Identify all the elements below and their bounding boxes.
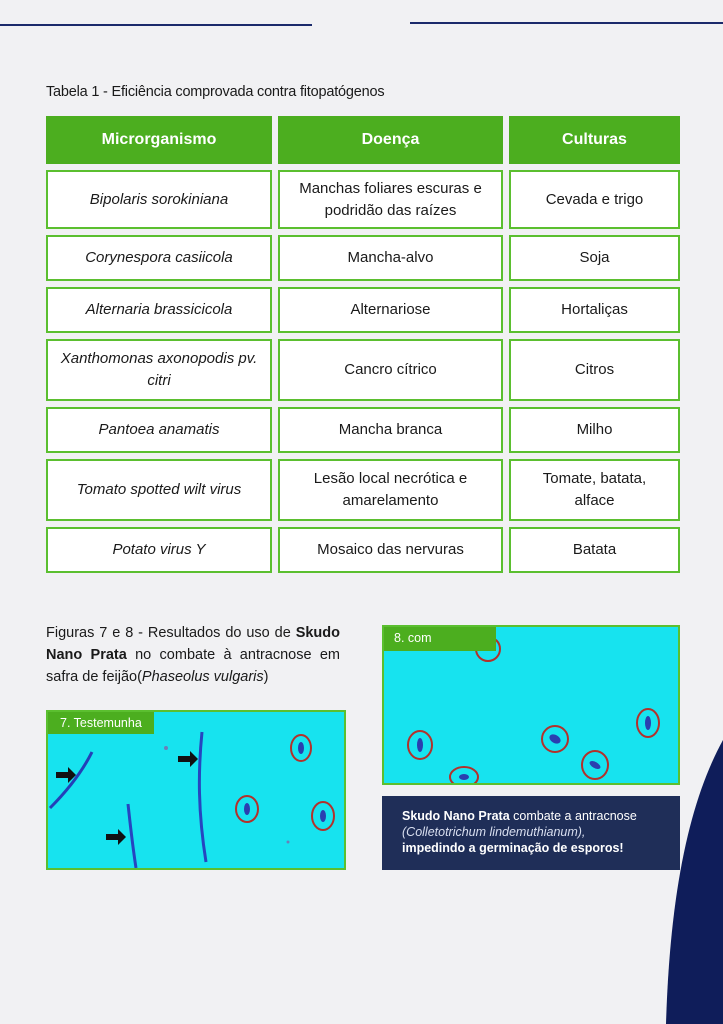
pathogen-table bbox=[46, 116, 680, 579]
disease-cell: Mancha-alvo bbox=[278, 235, 503, 281]
product-banner bbox=[382, 796, 680, 870]
banner-line-1 bbox=[402, 808, 660, 824]
figure-8-photo bbox=[382, 625, 680, 785]
organism-cell: Bipolaris sorokiniana bbox=[46, 170, 272, 229]
crops-cell: Milho bbox=[509, 407, 680, 453]
header-crops: Culturas bbox=[509, 116, 680, 164]
top-rule-right bbox=[410, 22, 723, 24]
crops-cell: Batata bbox=[509, 527, 680, 573]
organism-cell: Alternaria brassicicola bbox=[46, 287, 272, 333]
caption-brand: Skudo Nano Prata bbox=[46, 625, 340, 663]
banner-brand: Skudo Nano Prata bbox=[402, 809, 510, 823]
table-row bbox=[46, 407, 680, 453]
table-caption: Tabela 1 - Eficiência comprovada contra fitopatógenos bbox=[46, 84, 385, 100]
table-row bbox=[46, 170, 680, 229]
crops-cell: Tomate, batata, alface bbox=[509, 459, 680, 521]
figure-7-label: 7. Testemunha bbox=[48, 712, 154, 734]
figure-7-micrograph bbox=[48, 712, 344, 868]
figures-caption bbox=[46, 622, 340, 688]
caption-text-start: Figuras 7 e 8 - Resultados do uso de bbox=[46, 625, 296, 641]
figure-8-label: 8. com bbox=[384, 627, 496, 651]
table-header-row bbox=[46, 116, 680, 164]
caption-text-mid: no combate à antracnose em safra de feijão( bbox=[46, 647, 340, 685]
organism-cell: Pantoea anamatis bbox=[46, 407, 272, 453]
table-row bbox=[46, 235, 680, 281]
top-rule-left bbox=[0, 24, 312, 26]
disease-cell: Mancha branca bbox=[278, 407, 503, 453]
banner-headline: combate a antracnose bbox=[509, 809, 637, 823]
header-organism: Microrganismo bbox=[46, 116, 272, 164]
table-row bbox=[46, 339, 680, 401]
disease-cell: Manchas foliares escuras e podridão das raízes bbox=[278, 170, 503, 229]
organism-cell: Xanthomonas axonopodis pv. citri bbox=[46, 339, 272, 401]
header-disease: Doença bbox=[278, 116, 503, 164]
figure-7-photo bbox=[46, 710, 346, 870]
caption-scientific-name: Phaseolus vulgaris bbox=[141, 669, 264, 685]
disease-cell: Mosaico das nervuras bbox=[278, 527, 503, 573]
caption-text-end: ) bbox=[263, 669, 269, 685]
table-row bbox=[46, 459, 680, 521]
table-row bbox=[46, 527, 680, 573]
disease-cell: Cancro cítrico bbox=[278, 339, 503, 401]
navy-wave-decoration bbox=[660, 740, 723, 1024]
crops-cell: Cevada e trigo bbox=[509, 170, 680, 229]
organism-cell: Potato virus Y bbox=[46, 527, 272, 573]
disease-cell: Alternariose bbox=[278, 287, 503, 333]
banner-scientific-name: (Colletotrichum lindemuthianum), bbox=[402, 825, 586, 839]
organism-cell: Corynespora casiicola bbox=[46, 235, 272, 281]
organism-cell: Tomato spotted wilt virus bbox=[46, 459, 272, 521]
table-row bbox=[46, 287, 680, 333]
banner-line-3: impedindo a germinação de esporos! bbox=[402, 841, 624, 855]
disease-cell: Lesão local necrótica e amarelamento bbox=[278, 459, 503, 521]
crops-cell: Citros bbox=[509, 339, 680, 401]
crops-cell: Hortaliças bbox=[509, 287, 680, 333]
crops-cell: Soja bbox=[509, 235, 680, 281]
